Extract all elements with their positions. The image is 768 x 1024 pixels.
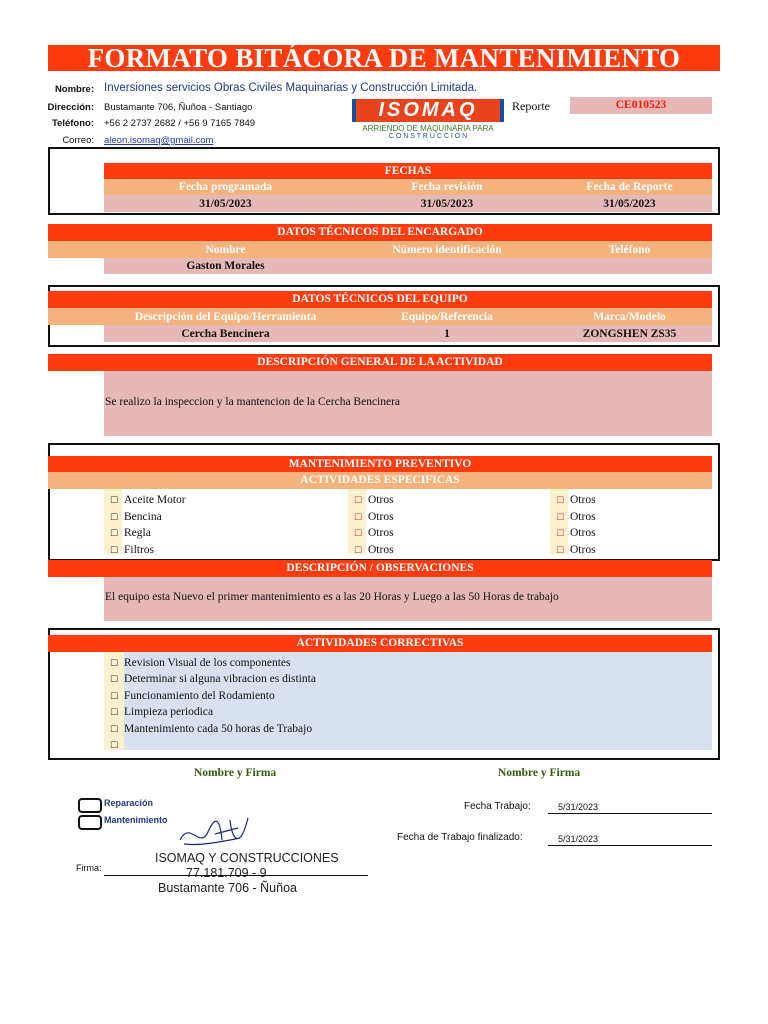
encargado-id-header: Número identificación xyxy=(392,243,502,256)
encargado-header-row xyxy=(48,241,712,258)
correctivas-list xyxy=(110,653,670,751)
observaciones-title: DESCRIPCIÓN / OBSERVACIONES xyxy=(48,560,712,577)
stamp-line-2: 77.181.709 - 9 xyxy=(186,866,267,880)
fecha-programada-header: Fecha programada xyxy=(178,181,273,193)
firma-label: Firma: xyxy=(76,863,102,873)
activity-label: Otros xyxy=(368,543,394,556)
checkbox-icon[interactable]: ☐ xyxy=(110,545,119,556)
checkbox-icon[interactable]: ☐ xyxy=(354,496,363,506)
activity-label: Regla xyxy=(124,527,151,539)
checkbox-icon[interactable]: ☐ xyxy=(556,529,565,539)
checkbox-icon[interactable]: ☐ xyxy=(354,512,363,523)
list-item[interactable] xyxy=(110,653,670,669)
stamp-line-3: Bustamante 706 - Ñuñoa xyxy=(158,881,297,895)
correo-label: Correo: xyxy=(62,135,94,146)
reparacion-checkbox[interactable] xyxy=(78,798,102,813)
equipo-title: DATOS TÉCNICOS DEL EQUIPO xyxy=(48,291,712,308)
list-item[interactable] xyxy=(110,490,340,507)
fecha-trabajo-label: Fecha Trabajo: xyxy=(464,801,531,812)
equipo-header-row xyxy=(48,308,712,325)
checkbox-icon[interactable]: ☐ xyxy=(110,691,119,702)
list-item[interactable] xyxy=(110,719,670,735)
page-title: FORMATO BITÁCORA DE MANTENIMIENTO xyxy=(48,45,720,71)
equipo-value-row xyxy=(104,325,712,342)
nombre-firma-2: Nombre y Firma xyxy=(498,767,581,779)
checkbox-icon[interactable]: ☐ xyxy=(110,740,119,751)
equipo-descripcion-header: Descripción del Equipo/Herramienta xyxy=(134,310,317,323)
correctivas-title: ACTIVIDADES CORRECTIVAS xyxy=(48,635,712,652)
logo-icon xyxy=(352,99,504,145)
activity-label: Aceite Motor xyxy=(124,494,186,506)
list-item[interactable] xyxy=(354,490,534,507)
encargado-telefono-value xyxy=(547,258,712,274)
encargado-title: DATOS TÉCNICOS DEL ENCARGADO xyxy=(48,224,712,241)
fecha-reporte-header: Fecha de Reporte xyxy=(586,181,673,193)
firma-line xyxy=(104,875,368,876)
corrective-label: Mantenimiento cada 50 horas de Trabajo xyxy=(124,722,313,735)
checkbox-icon[interactable]: ☐ xyxy=(110,512,119,523)
encargado-value-row xyxy=(104,258,712,274)
activity-label: Bencina xyxy=(124,510,162,523)
encargado-telefono-header: Teléfono xyxy=(608,243,651,256)
equipo-descripcion-value: Cercha Bencinera xyxy=(181,327,270,340)
mantenimiento-checkbox[interactable] xyxy=(78,815,102,830)
list-item[interactable] xyxy=(556,490,706,507)
fecha-trabajo-line xyxy=(548,813,712,814)
list-item[interactable] xyxy=(354,507,534,524)
equipo-marca-header: Marca/Modelo xyxy=(593,310,666,323)
list-item[interactable] xyxy=(110,669,670,685)
list-item[interactable] xyxy=(110,523,340,540)
telefono-label: Teléfono: xyxy=(51,118,94,129)
fechas-header-row xyxy=(104,179,712,195)
activity-label: Otros xyxy=(570,543,596,556)
actividad-text: Se realizo la inspeccion y la mantencion de la Cercha Bencinera xyxy=(105,396,401,408)
preventivo-col-2 xyxy=(354,490,534,556)
actividad-body xyxy=(104,371,712,436)
encargado-id-value xyxy=(347,258,547,274)
company-name: Inversiones servicios Obras Civiles Maquinarias y Construcción Limitada. xyxy=(104,82,478,94)
logo-subtitle-2: C O N S T R U C C I Ó N xyxy=(388,133,468,140)
list-item[interactable] xyxy=(354,523,534,540)
mantenimiento-label: Mantenimiento xyxy=(104,815,168,825)
list-item[interactable] xyxy=(556,523,706,540)
checkbox-icon[interactable]: ☐ xyxy=(556,496,565,506)
preventivo-title: MANTENIMIENTO PREVENTIVO xyxy=(48,456,712,472)
activity-label: Filtros xyxy=(124,543,155,556)
fecha-revision-value: 31/05/2023 xyxy=(420,197,474,210)
activity-label: Otros xyxy=(570,527,596,539)
checkbox-icon[interactable]: ☐ xyxy=(110,708,119,719)
checkbox-icon[interactable]: ☐ xyxy=(110,529,119,539)
checkbox-icon[interactable]: ☐ xyxy=(110,675,119,686)
activity-label: Otros xyxy=(368,527,394,539)
list-item[interactable] xyxy=(354,540,534,557)
stamp-line-1: ISOMAQ Y CONSTRUCCIONES xyxy=(155,851,339,865)
nombre-firma-1: Nombre y Firma xyxy=(194,767,277,779)
corrective-label: Determinar si alguna vibracion es distinta xyxy=(124,673,316,686)
logo-subtitle-1: ARRIENDO DE MAQUINARIA PARA xyxy=(362,124,494,133)
list-item[interactable] xyxy=(110,540,340,557)
fecha-finalizado-line xyxy=(548,845,712,846)
corrective-label: Revision Visual de los componentes xyxy=(124,657,291,669)
equipo-referencia-header: Equipo/Referencia xyxy=(401,310,493,323)
activity-label: Otros xyxy=(368,494,394,506)
checkbox-icon[interactable]: ☐ xyxy=(354,545,363,556)
reparacion-label: Reparación xyxy=(104,798,154,808)
equipo-referencia-value: 1 xyxy=(444,327,450,340)
fecha-programada-value: 31/05/2023 xyxy=(199,197,252,210)
fecha-revision-header: Fecha revisión xyxy=(411,181,483,193)
logo-text: ISOMAQ xyxy=(352,99,504,122)
telefono-value: +56 2 2737 2682 / +56 9 7165 7849 xyxy=(104,118,256,129)
fecha-finalizado-label: Fecha de Trabajo finalizado: xyxy=(397,832,523,843)
correo-link[interactable]: aleon.isomaq@gmail.com xyxy=(104,135,214,146)
checkbox-icon[interactable]: ☐ xyxy=(354,529,363,539)
observaciones-body xyxy=(104,577,712,621)
checkbox-icon[interactable]: ☐ xyxy=(556,512,565,523)
list-item[interactable] xyxy=(110,702,670,718)
reporte-value: CE010523 xyxy=(570,97,712,114)
activity-label: Otros xyxy=(368,510,394,523)
reporte-label: Reporte xyxy=(512,99,550,113)
direccion-label: Dirección: xyxy=(47,102,94,113)
corrective-label: Limpieza periodica xyxy=(124,706,214,719)
preventivo-col-3 xyxy=(556,490,706,556)
fechas-title: FECHAS xyxy=(104,163,712,179)
fecha-trabajo-value: 5/31/2023 xyxy=(558,802,599,812)
fechas-value-row xyxy=(104,195,712,212)
list-item[interactable] xyxy=(110,735,670,751)
checkbox-icon[interactable]: ☐ xyxy=(110,659,119,669)
fecha-reporte-value: 31/05/2023 xyxy=(603,197,656,210)
encargado-nombre-header: Nombre xyxy=(205,243,246,256)
observaciones-text: El equipo esta Nuevo el primer mantenimiento es a las 20 Horas y Luego a las 50 Horas de trabajo xyxy=(105,591,559,603)
preventivo-subtitle: ACTIVIDADES ESPECIFICAS xyxy=(48,472,712,489)
corrective-label: Funcionamiento del Rodamiento xyxy=(124,689,275,702)
list-item[interactable] xyxy=(556,540,706,557)
checkbox-icon[interactable]: ☐ xyxy=(110,496,119,506)
nombre-label: Nombre: xyxy=(54,84,94,95)
list-item[interactable] xyxy=(110,686,670,702)
list-item[interactable] xyxy=(110,507,340,524)
actividad-title: DESCRIPCIÓN GENERAL DE LA ACTIVIDAD xyxy=(48,354,712,371)
fecha-finalizado-value: 5/31/2023 xyxy=(558,834,599,844)
encargado-nombre-value: Gaston Morales xyxy=(186,260,265,272)
preventivo-col-1 xyxy=(110,490,340,556)
activity-label: Otros xyxy=(570,494,596,506)
checkbox-icon[interactable]: ☐ xyxy=(556,545,565,556)
activity-label: Otros xyxy=(570,510,596,523)
list-item[interactable] xyxy=(556,507,706,524)
checkbox-icon[interactable]: ☐ xyxy=(110,724,119,735)
direccion-value: Bustamante 706, Ñuñoa - Santiago xyxy=(104,102,253,113)
equipo-marca-value: ZONGSHEN ZS35 xyxy=(582,327,677,340)
